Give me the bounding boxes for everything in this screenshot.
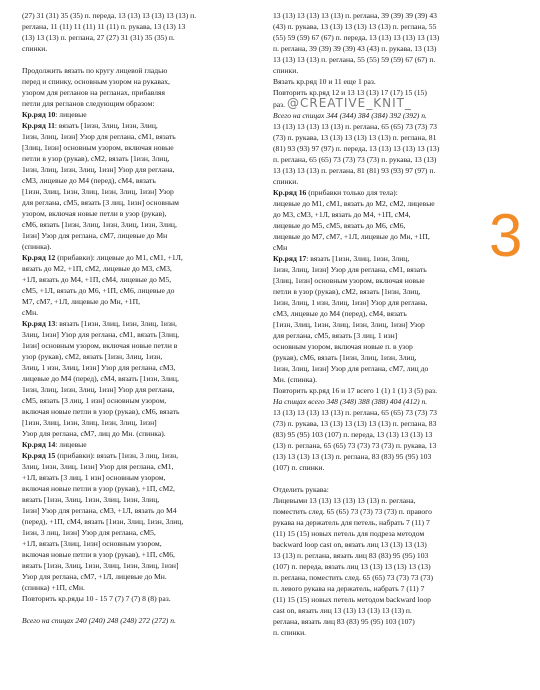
text-line: cast on, вязать лиц 13 (13) 13 (13) 13 (13) п. [273,606,412,615]
text-line: (81) 93 (93) 97 (97) п. переда, 13 (13) 13 (13) 13 (13) [273,144,440,153]
text-line: 13 (13) п. реглана, вязать лиц 83 (83) 95 (95) 103 [273,551,429,560]
text-line: п. реглана, 39 (39) 39 (39) 43 (43) п. рукава, 13 (13) [273,44,437,53]
text-line: (11) 15 (15) новых петель методом backward loop [273,595,431,604]
text-line: раз. @CREATIVE_KNIT_ [273,96,412,110]
left-text-column [22,10,270,626]
text-line: для реглана, сМ5, вязать [3 лиц, 1изн] основным [22,198,179,207]
text-line: перед и спинку, основным узором на рукавах, [22,77,170,86]
text-line: лицевые до М5, сМ5, вязать до М6, сМ6, [273,221,406,230]
text-line: 1изн, 3лиц, 1изн] Узор для реглана, сМ7, лиц до [273,364,429,373]
text-line: узор (рукав), сМ2, вязать [1изн, 3лиц, 1изн, [22,352,163,361]
text-line: Кр.ряд 11: вязать [1изн, 3лиц, 1изн, 3лиц, [22,121,158,130]
text-line: 1изн, 3лиц, 1изн, 3лиц, 1изн] Узор для реглана, [22,165,175,174]
text-line: М7, сМ7, +1Л, лицевые до Мн, +1П, [22,297,140,306]
text-line: Узор для реглана, сМ7, лиц до Мн. (спинка). [22,429,166,438]
text-line: 1изн, 3 лиц, 1изн] Узор для реглана, сМ5, [22,528,156,537]
text-line: 3лиц, 1изн, 3лиц, 1изн] Узор для реглана, сМ1, [22,462,174,471]
text-line: сМн. [22,308,39,317]
text-line: Всего на спицах 344 (344) 384 (384) 392 (392) п. [273,111,427,120]
text-line: Кр.ряд 14: лицевые [22,440,87,449]
text-line: Лицевыми 13 (13) 13 (13) 13 (13) п. реглана, [273,496,416,505]
text-line: 13 (13) 13 (13) 13 (13) п. реглана, 39 (39) 39 (39) 43 [273,11,437,20]
text-line: (107) п. переда, вязать лиц 13 (13) 13 (13) 13 (13) [273,562,431,571]
text-line: Повторить кр.ряд 12 и 13 13 (13) 17 (17) 15 (15) [273,88,427,97]
text-line: На спицах всего 348 (348) 388 (388) 404 (412) п. [273,397,428,406]
text-line: п. реглана, поместить след. 65 (65) 73 (73) 73 (73) [273,573,433,582]
text-line: сМ3, лицевые до М4 (перед), сМ4, вязать [273,309,407,318]
text-line: 1изн, 3лиц, 1изн, 3лиц, 1изн] Узор для реглана, [22,385,175,394]
text-line: 3лиц, 1изн] Узор для реглана, сМ1, вязать [3лиц, [22,330,180,339]
text-line: +1Л, вязать [3 лиц, 1 изн] основным узором, [22,473,166,482]
text-line: Повторить кр.ряды 10 - 15 7 (7) 7 (7) 8 (8) раз. [22,594,171,603]
text-line: сМ5, +1Л, вязать до М6, +1П, сМ6, лицевые до [22,286,175,295]
text-line: +1Л, вязать [3лиц, 1изн] основным узором, [22,539,162,548]
text-line: реглана, 11 (11) 11 (11) 11 (11) п. рукава, 13 (13) 13 [22,22,186,31]
text-line: (рукав), сМ6, вязать [1изн, 3лиц, 1изн, 3лиц, [273,353,417,362]
text-line: (55) 59 (59) 67 (67) п. переда, 13 (13) 13 (13) 13 (13) [273,33,440,42]
text-line: вязать [1изн, 3лиц, 1изн, 3лиц, 1изн, 3лиц, [22,495,160,504]
text-line: (83) 95 (95) 103 (107) п. переда, 13 (13) 13 (13) 13 [273,430,433,439]
text-line: вязать [1изн, 3лиц, 1изн, 3лиц, 1изн, 3лиц, 1изн] [22,561,179,570]
text-line: Кр.ряд 13: вязать [1изн, 3лиц, 1изн, 3лиц, 1изн, [22,319,177,328]
text-line: [1изн, 3лиц, 1изн, 3лиц, 1изн, 3лиц, 1изн] Узор [273,320,425,329]
text-line: вязать до М2, +1П, сМ2, лицевые до М3, сМ3, [22,264,172,273]
text-line: для реглана, сМ5, вязать [3 лиц, 1 изн] [273,331,398,340]
text-line: (спинка). [22,242,52,251]
text-line: (перед), +1П, сМ4, вязать [1изн, 3лиц, 1изн, 3лиц, [22,517,184,526]
text-line: реглана, вязать лиц 83 (83) 95 (95) 103 (107) [273,617,415,626]
text-line: [3лиц, 1изн] основным узором, включая новые [22,143,174,152]
text-line: узором для регланов на регланах, прибавляя [22,88,165,97]
text-line: основным узором, включая новые п. в узор [273,342,413,351]
text-line: узором, включая новые петли в узор (рукав), [22,209,167,218]
text-line: лицевые до М1, сМ1, вязать до М2, сМ2, лицевые [273,199,435,208]
text-line: лицевые до М7, сМ7, +1Л, лицевые до Мн, +1П, [273,232,430,241]
text-line: Узор для реглана, сМ7, +1Л, лицевые до Мн. [22,572,167,581]
text-line: 1изн, 3лиц, 1изн] Узор для реглана, сМ1, вязать [273,265,427,274]
text-line: 1изн] Узор для реглана, сМ7, лицевые до Мн [22,231,168,240]
text-line: 13 (13) 13 (13) п. реглана, 55 (55) 59 (59) 67 (67) п. [273,55,436,64]
text-line: (11) 15 (15) новых петель для подреза методом [273,529,425,538]
text-line: 13 (13) 13 (13) 13 (13) п. реглана, 65 (65) 73 (73) 73 [273,408,437,417]
text-line: спинки. [273,177,299,186]
text-line: +1Л, вязать до М4, +1П, сМ4, лицевые до М5, [22,275,172,284]
text-line: поместить след. 65 (65) 73 (73) 73 (73) п. правого [273,507,432,516]
text-line: до М3, сМ3, +1Л, вязать до М4, +1П, сМ4, [273,210,411,219]
text-line: включая новые петли в узор (рукав), +1П, сМ2, [22,484,175,493]
text-line: п. спинки. [273,628,307,637]
text-line: сМ3, лицевые до М4 (перед), сМ4, вязать [22,176,156,185]
text-line: петли для регланов следующим образом: [22,99,155,108]
text-line: backward loop cast on, вязать лиц 13 (13) 13 (13) [273,540,427,549]
text-line: спинки. [22,44,48,53]
text-line: [1изн, 3лиц, 1изн, 3лиц, 1изн, 3лиц, 1изн] Узор [22,187,174,196]
text-line: (73) п. рукава, 13 (13) 13 (13) 13 (13) п. реглана, 83 [273,419,437,428]
text-line: петли в узор (рукав), сМ2, вязать [1изн, 3лиц, [273,287,421,296]
text-line: Продолжить вязать по кругу лицевой гладью [22,66,168,75]
text-line: спинки. [273,66,299,75]
text-line: сМ6, вязать [1изн, 3лиц, 1изн, 3лиц, 1изн, 3лиц, [22,220,177,229]
text-line: Кр.ряд 10: лицевые [22,110,87,119]
blank-line [273,473,485,484]
text-line: (27) 31 (31) 35 (35) п. переда, 13 (13) 13 (13) 13 (13) п. [22,11,197,20]
text-line: [1изн, 3лиц, 1изн, 3лиц, 1изн, 3лиц, 1изн] [22,418,157,427]
blank-line [22,604,270,615]
text-line: Кр.ряд 15 (прибавки): вязать [1изн, 3 лиц, 1изн, [22,451,179,460]
text-line: 1изн, 3лиц, 1изн] Узор для реглана, сМ1, вязать [22,132,176,141]
text-line: Отделить рукава: [273,485,329,494]
text-line: Кр.ряд 12 (прибавки): лицевые до М1, сМ1, +1Л, [22,253,183,262]
text-line: 3лиц, 1 изн, 3лиц, 1изн] Узор для реглана, сМ3, [22,363,176,372]
text-line: 13 (13) 13 (13) 13 (13) п. реглана, 65 (65) 73 (73) 73 [273,122,437,131]
text-line: включая новые петли в узор (рукав), +1П, сМ6, [22,550,175,559]
text-line: (13) 13 (13) 13 (13) п. реглана, 83 (83) 95 (95) 103 [273,452,432,461]
text-line: 13 (13) 13 (13) п. реглана, 81 (81) 93 (93) 97 (97) п. [273,166,436,175]
text-line: (13) п. реглана, 65 (65) 73 (73) 73 (73) п. рукава, 13 [273,441,437,450]
blank-line [22,54,270,65]
text-line: Кр.ряд 16 (прибавки только для тела): [273,188,398,197]
text-line: (107) п. спинки. [273,463,325,472]
text-line: сМн [273,243,288,252]
text-line: (43) п. рукава, 13 (13) 13 (13) 13 (13) п. реглана, 55 [273,22,437,31]
right-text-column [273,10,485,638]
page-number: 3 [489,202,523,269]
text-line: Всего на спицах 240 (240) 248 (248) 272 (272) п. [22,616,176,625]
text-line: [3лиц, 1изн] основным узором, включая новые [273,276,425,285]
text-line: лицевые до М4 (перед), сМ4, вязать [1изн, 3лиц, [22,374,179,383]
text-line: Кр.ряд 17: вязать [1изн, 3лиц, 1изн, 3лиц, [273,254,410,263]
text-line: 1изн] Узор для реглана, сМ3, +1Л, вязать до М4 [22,506,177,515]
text-line: (спинка) +1П, сМн. [22,583,85,592]
text-line: Вязать кр.ряд 10 и 11 еще 1 раз. [273,77,376,86]
text-line: 1изн] основным узором, включая новые петли в [22,341,178,350]
text-line: рукава на держатель для петель, набрать 7 (11) 7 [273,518,430,527]
watermark-text: @CREATIVE_KNIT_ [286,96,412,110]
text-line: п. левого рукава на держатель, набрать 7 (11) 7 [273,584,425,593]
text-line: включая новые петли в узор (рукав), сМ6, вязать [22,407,180,416]
text-line: (73) п. рукава, 13 (13) 13 (13) 13 (13) п. реглана, 81 [273,133,437,142]
text-line: Повторить кр.ряд 16 и 17 всего 1 (1) 1 (1) 3 (5) раз. [273,386,438,395]
text-line: сМ5, вязать [3 лиц, 1 изн] основным узором, [22,396,167,405]
text-line: петли в узор (рукав), сМ2, вязать [1изн, 3лиц, [22,154,170,163]
text-line: Мн. (спинка). [273,375,318,384]
text-line: 1изн, 3лиц, 1 изн, 3лиц, 1изн] Узор для реглана, [273,298,428,307]
text-line: п. реглана, 65 (65) 73 (73) 73 (73) п. рукава, 13 (13) [273,155,437,164]
text-line: (13) 13 (13) п. реглана, 27 (27) 31 (31) 35 (35) п. [22,33,175,42]
